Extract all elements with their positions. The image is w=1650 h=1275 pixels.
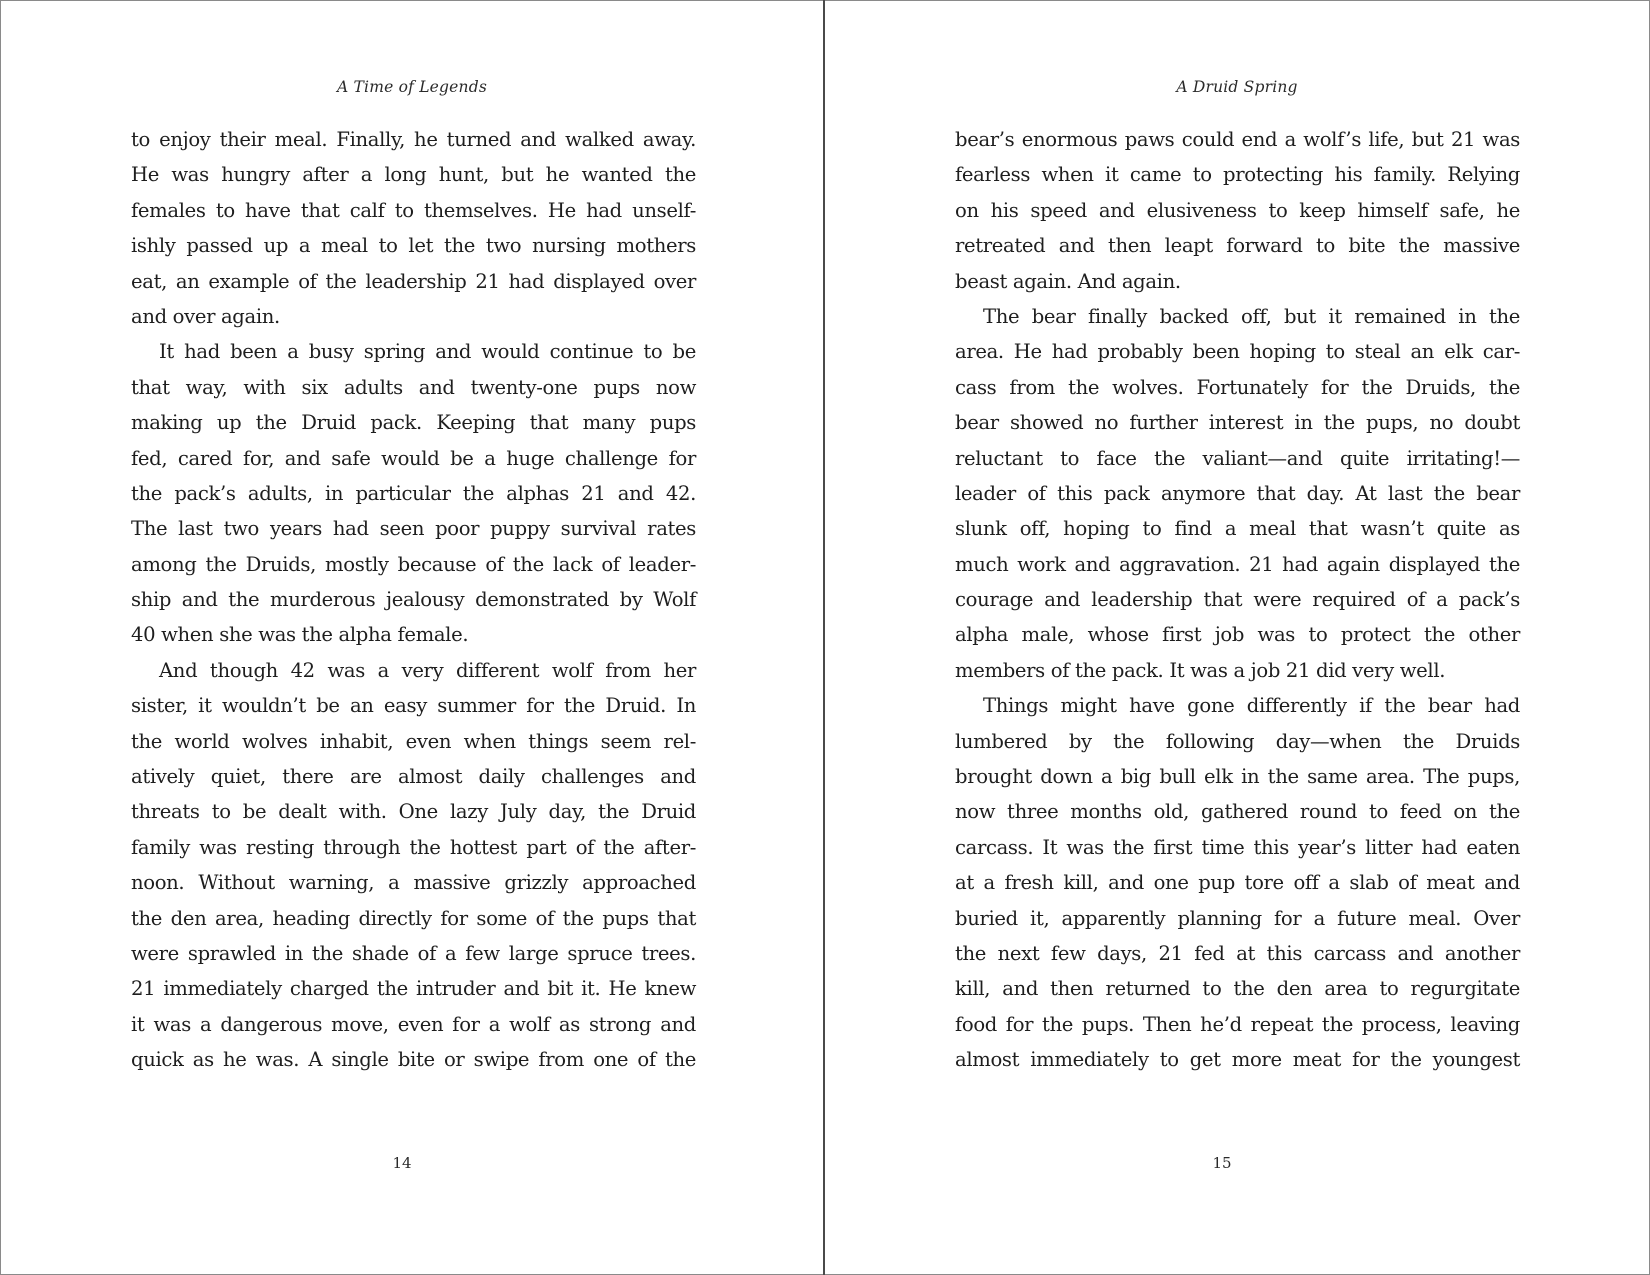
text-line: family was resting through the hottest part of the after- bbox=[131, 835, 696, 859]
text-line: the next few days, 21 fed at this carcass and another bbox=[955, 941, 1520, 965]
text-line: food for the pups. Then he’d repeat the process, leaving bbox=[955, 1012, 1520, 1036]
text-line: the world wolves inhabit, even when things seem rel- bbox=[131, 729, 696, 753]
text-line: retreated and then leapt forward to bite the massive bbox=[955, 234, 1520, 258]
text-line: The last two years had seen poor puppy survival rates bbox=[131, 517, 696, 541]
text-line: beast again. And again. bbox=[955, 269, 1181, 293]
text-line: at a fresh kill, and one pup tore off a slab of meat and bbox=[955, 871, 1520, 895]
text-line: atively quiet, there are almost daily challenges and bbox=[131, 765, 696, 789]
text-line: making up the Druid pack. Keeping that many pups bbox=[131, 411, 696, 435]
text-line: 40 when she was the alpha female. bbox=[131, 623, 469, 647]
text-line: quick as he was. A single bite or swipe from one of the bbox=[131, 1048, 696, 1072]
paragraph-start-line: It had been a busy spring and would continue to be bbox=[159, 340, 696, 364]
text-line: alpha male, whose first job was to protect the other bbox=[955, 623, 1520, 647]
text-line: fed, cared for, and safe would be a huge challenge for bbox=[131, 446, 696, 470]
text-line: threats to be dealt with. One lazy July day, the Druid bbox=[131, 800, 696, 824]
text-line: brought down a big bull elk in the same area. The pups, bbox=[955, 765, 1520, 789]
page-number: 15 bbox=[1212, 1154, 1232, 1172]
body-text bbox=[955, 122, 1520, 1078]
running-head: A Time of Legends bbox=[336, 78, 488, 96]
text-line: area. He had probably been hoping to steal an elk car- bbox=[955, 340, 1520, 364]
text-line: and over again. bbox=[131, 304, 280, 328]
text-line: noon. Without warning, a massive grizzly approached bbox=[131, 871, 696, 895]
text-line: members of the pack. It was a job 21 did very well. bbox=[955, 658, 1446, 682]
text-line: sister, it wouldn’t be an easy summer for the Druid. In bbox=[131, 694, 696, 718]
text-line: bear’s enormous paws could end a wolf’s life, but 21 was bbox=[955, 128, 1520, 151]
text-line: ship and the murderous jealousy demonstrated by Wolf bbox=[131, 588, 696, 612]
text-line: fearless when it came to protecting his family. Relying bbox=[955, 163, 1520, 187]
page-number: 14 bbox=[392, 1154, 412, 1172]
text-line: lumbered by the following day—when the Druids bbox=[955, 729, 1520, 753]
text-line: to enjoy their meal. Finally, he turned and walked away. bbox=[131, 128, 696, 151]
text-line: now three months old, gathered round to feed on the bbox=[955, 800, 1520, 824]
paragraph-start-line: And though 42 was a very different wolf from her bbox=[159, 658, 696, 682]
text-line: it was a dangerous move, even for a wolf as strong and bbox=[131, 1012, 696, 1036]
text-line: much work and aggravation. 21 had again displayed the bbox=[955, 552, 1520, 576]
text-line: carcass. It was the first time this year’s litter had eaten bbox=[955, 835, 1520, 859]
text-line: kill, and then returned to the den area to regurgitate bbox=[955, 977, 1520, 1001]
text-line: He was hungry after a long hunt, but he wanted the bbox=[131, 163, 696, 187]
text-line: on his speed and elusiveness to keep himself safe, he bbox=[955, 198, 1520, 222]
text-line: buried it, apparently planning for a future meal. Over bbox=[955, 906, 1520, 930]
body-text bbox=[131, 122, 696, 1078]
text-line: 21 immediately charged the intruder and bit it. He knew bbox=[131, 977, 696, 1001]
text-line: courage and leadership that were required of a pack’s bbox=[955, 588, 1520, 612]
text-line: that way, with six adults and twenty-one pups now bbox=[131, 375, 696, 399]
text-line: the den area, heading directly for some of the pups that bbox=[131, 906, 696, 930]
text-line: cass from the wolves. Fortunately for the Druids, the bbox=[955, 375, 1520, 399]
text-line: leader of this pack anymore that day. At last the bear bbox=[955, 481, 1520, 505]
running-head: A Druid Spring bbox=[1176, 78, 1298, 96]
text-line: slunk off, hoping to find a meal that wasn’t quite as bbox=[955, 517, 1520, 541]
text-line: among the Druids, mostly because of the lack of leader- bbox=[131, 552, 696, 576]
text-line: females to have that calf to themselves. He had unself- bbox=[131, 198, 696, 222]
paragraph-start-line: Things might have gone differently if the bear had bbox=[983, 694, 1520, 718]
text-line: bear showed no further interest in the pups, no doubt bbox=[955, 411, 1520, 435]
paragraph-start-line: The bear finally backed off, but it remained in the bbox=[983, 304, 1520, 328]
left-page bbox=[0, 0, 824, 1275]
text-line: almost immediately to get more meat for the youngest bbox=[955, 1048, 1520, 1072]
text-line: were sprawled in the shade of a few large spruce trees. bbox=[131, 941, 696, 965]
right-page bbox=[825, 0, 1649, 1275]
text-line: ishly passed up a meal to let the two nursing mothers bbox=[131, 234, 696, 258]
text-line: eat, an example of the leadership 21 had displayed over bbox=[131, 269, 696, 293]
text-line: reluctant to face the valiant—and quite irritating!— bbox=[955, 446, 1520, 470]
text-line: the pack’s adults, in particular the alphas 21 and 42. bbox=[131, 481, 696, 505]
